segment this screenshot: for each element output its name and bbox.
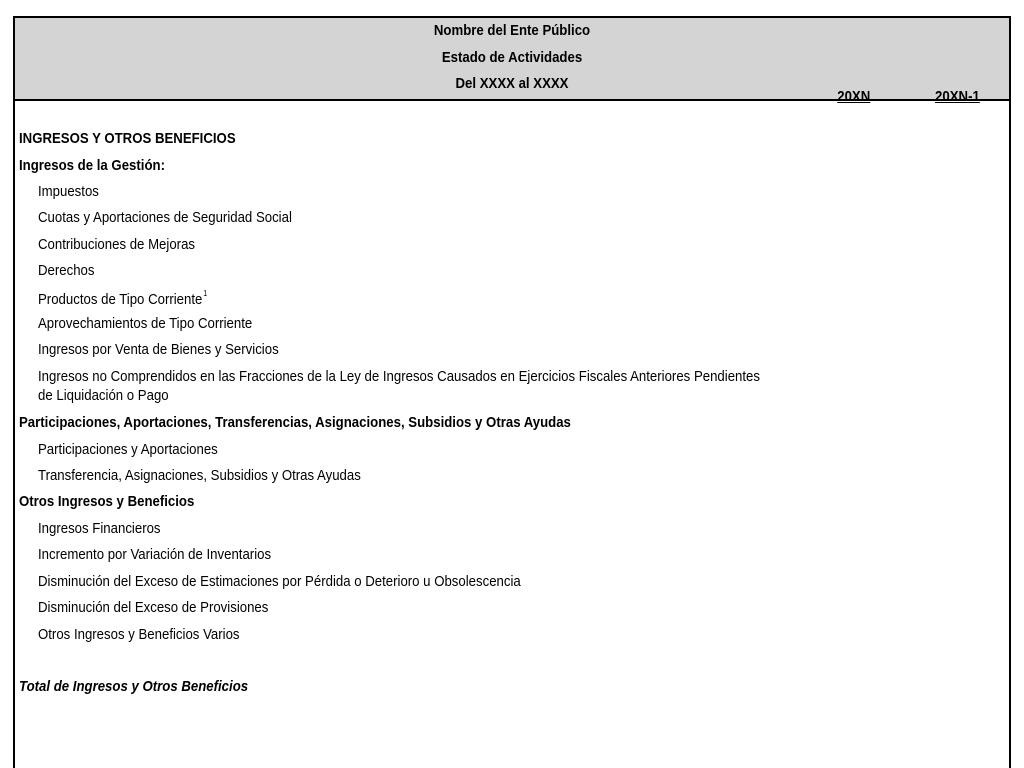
otros-title: Otros Ingresos y Beneficios: [19, 493, 195, 510]
line-item: Disminución del Exceso de Provisiones: [38, 599, 269, 616]
participaciones-title: Participaciones, Aportaciones, Transferencias, Asignaciones, Subsidios y Otras Ayudas: [19, 414, 571, 431]
line-item-productos: [38, 289, 207, 308]
line-item: Transferencia, Asignaciones, Subsidios y Otras Ayudas: [38, 467, 361, 484]
line-item-label: Productos de Tipo Corriente: [38, 291, 203, 308]
line-item-continuation: de Liquidación o Pago: [38, 387, 169, 404]
gestion-title: Ingresos de la Gestión:: [19, 157, 165, 174]
line-item: Disminución del Exceso de Estimaciones por Pérdida o Deterioro u Obsolescencia: [38, 573, 521, 590]
total-label: Total de Ingresos y Otros Beneficios: [19, 678, 249, 695]
statement-title: Estado de Actividades: [441, 49, 583, 66]
line-item: Ingresos por Venta de Bienes y Servicios: [38, 341, 279, 358]
line-item: Participaciones y Aportaciones: [38, 441, 218, 458]
line-item: Ingresos Financieros: [38, 520, 161, 537]
line-item: Aprovechamientos de Tipo Corriente: [38, 315, 253, 332]
column-header-current-year: 20XN: [837, 88, 871, 105]
section-title: INGRESOS Y OTROS BENEFICIOS: [19, 130, 236, 147]
entity-name: Nombre del Ente Público: [433, 22, 591, 39]
line-item: Cuotas y Aportaciones de Seguridad Social: [38, 209, 292, 226]
line-item: Derechos: [38, 262, 95, 279]
line-item: Otros Ingresos y Beneficios Varios: [38, 626, 240, 643]
footnote-mark: 1: [203, 289, 208, 298]
line-item: Incremento por Variación de Inventarios: [38, 546, 272, 563]
statement-period: Del XXXX al XXXX: [455, 75, 569, 92]
column-header-previous-year: 20XN-1: [935, 88, 980, 105]
line-item: Ingresos no Comprendidos en las Fracciones de la Ley de Ingresos Causados en Ejercicios Fiscales Anteriores Pendientes: [38, 368, 760, 385]
line-item: Impuestos: [38, 183, 99, 200]
line-item: Contribuciones de Mejoras: [38, 236, 196, 253]
